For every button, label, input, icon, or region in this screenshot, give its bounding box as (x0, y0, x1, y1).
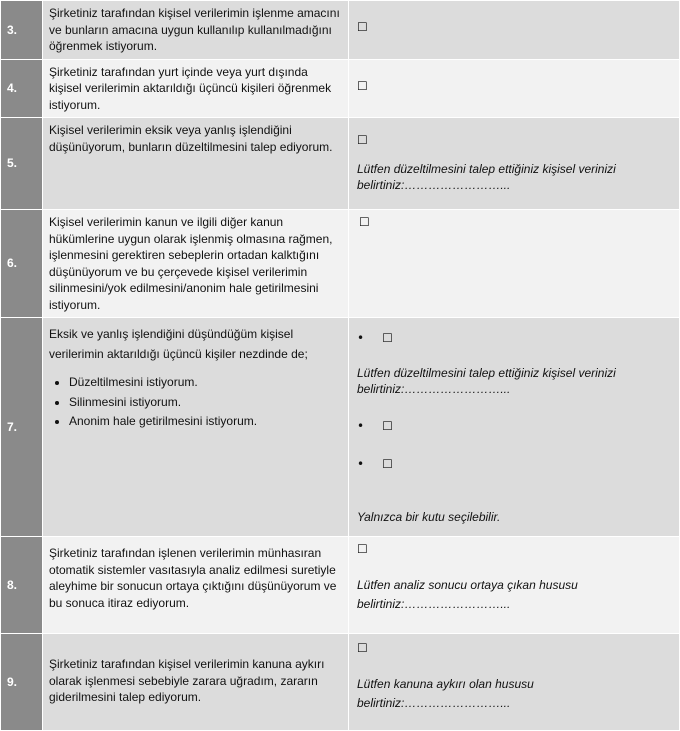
table-row (1, 210, 680, 318)
row-number: 9. (1, 634, 43, 731)
checkbox-icon[interactable]: ☐ (382, 331, 393, 346)
answer-cell (349, 318, 680, 537)
checkbox-icon[interactable]: ☐ (357, 133, 368, 147)
checkbox-icon[interactable]: ☐ (382, 418, 393, 433)
row-description: Şirketiniz tarafından kişisel verilerimin kanuna aykırı olarak işlenmesi sebebiyle zarara uğradım, zararın giderilmesini talep ediyorum. (43, 634, 349, 731)
selection-hint: Yalnızca bir kutu seçilebilir. (357, 509, 501, 524)
row-number: 7. (1, 318, 43, 537)
option-checkbox[interactable] (357, 330, 673, 347)
row-number: 6. (1, 210, 43, 318)
row-description: Şirketiniz tarafından işlenen verilerimin münhasıran otomatik sistemler vasıtasıyla analiz edilmesi suretiyle aleyhime bir sonucun ortaya çıktığını düşünüyorum ve bu sonuca itiraz ediyorum. (43, 537, 349, 634)
row-number: 4. (1, 59, 43, 118)
bullet-icon: • (357, 331, 365, 345)
checkbox-icon[interactable]: ☐ (357, 641, 368, 655)
answer-cell (349, 537, 680, 634)
answer-cell (349, 210, 680, 318)
answer-cell (349, 1, 680, 60)
table-row (1, 118, 680, 210)
option-list (49, 374, 342, 430)
option-checkbox[interactable] (357, 456, 673, 473)
list-item: • Silinmesini istiyorum. (69, 394, 342, 411)
bullet-icon: • (357, 457, 365, 471)
table-row (1, 537, 680, 634)
answer-cell (349, 59, 680, 118)
row-description: Kişisel verilerimin eksik veya yanlış işlendiğini düşünüyorum, bunların düzeltilmesini talep ediyorum. (43, 118, 349, 210)
answer-cell (349, 118, 680, 210)
instruction-note: Lütfen kanuna aykırı olan hususu belirtiniz:……………………... (357, 676, 534, 710)
list-item: • Anonim hale getirilmesini istiyorum. (69, 413, 342, 430)
row-description: Şirketiniz tarafından yurt içinde veya yurt dışında kişisel verilerimin aktarıldığı üçüncü kişileri öğrenmek istiyorum. (43, 59, 349, 118)
bullet-icon: • (357, 418, 365, 433)
row-number: 3. (1, 1, 43, 60)
row-intro-text: Eksik ve yanlış işlendiğini düşündüğüm kişisel verilerimin aktarıldığı üçüncü kişiler nezdinde de; (49, 327, 308, 361)
checkbox-icon[interactable]: ☐ (357, 542, 368, 556)
row-description: Şirketiniz tarafından kişisel verilerimin işlenme amacını ve bunların amacına uygun kullanılıp kullanılmadığını öğrenmek istiyorum. (43, 1, 349, 60)
option-checkbox[interactable] (357, 418, 673, 435)
table-row (1, 1, 680, 60)
list-item: • Düzeltilmesini istiyorum. (69, 374, 342, 391)
row-description: Kişisel verilerimin kanun ve ilgili diğer kanun hükümlerine uygun olarak işlenmiş olmasına rağmen, işlenmesini gerektiren sebeplerin ortadan kalktığını düşünüyorum ve bu çerçevede kişisel verilerimin silinmesini/yok edilmesini/anonim hale getirilmesini istiyorum. (43, 210, 349, 318)
table-row (1, 59, 680, 118)
instruction-note: Lütfen düzeltilmesini talep ettiğiniz kişisel verinizi belirtiniz:……………………... (357, 365, 616, 396)
row-description (43, 318, 349, 537)
checkbox-icon[interactable]: ☐ (357, 78, 368, 93)
instruction-note: Lütfen analiz sonucu ortaya çıkan hususu belirtiniz:……………………... (357, 577, 578, 611)
checkbox-icon[interactable]: ☐ (382, 457, 393, 472)
table-row (1, 318, 680, 537)
checkbox-icon[interactable]: ☐ (357, 20, 368, 34)
row-number: 5. (1, 118, 43, 210)
row-number: 8. (1, 537, 43, 634)
checkbox-icon[interactable]: ☐ (359, 215, 370, 229)
instruction-note: Lütfen düzeltilmesini talep ettiğiniz kişisel verinizi belirtiniz:……………………... (357, 161, 616, 192)
